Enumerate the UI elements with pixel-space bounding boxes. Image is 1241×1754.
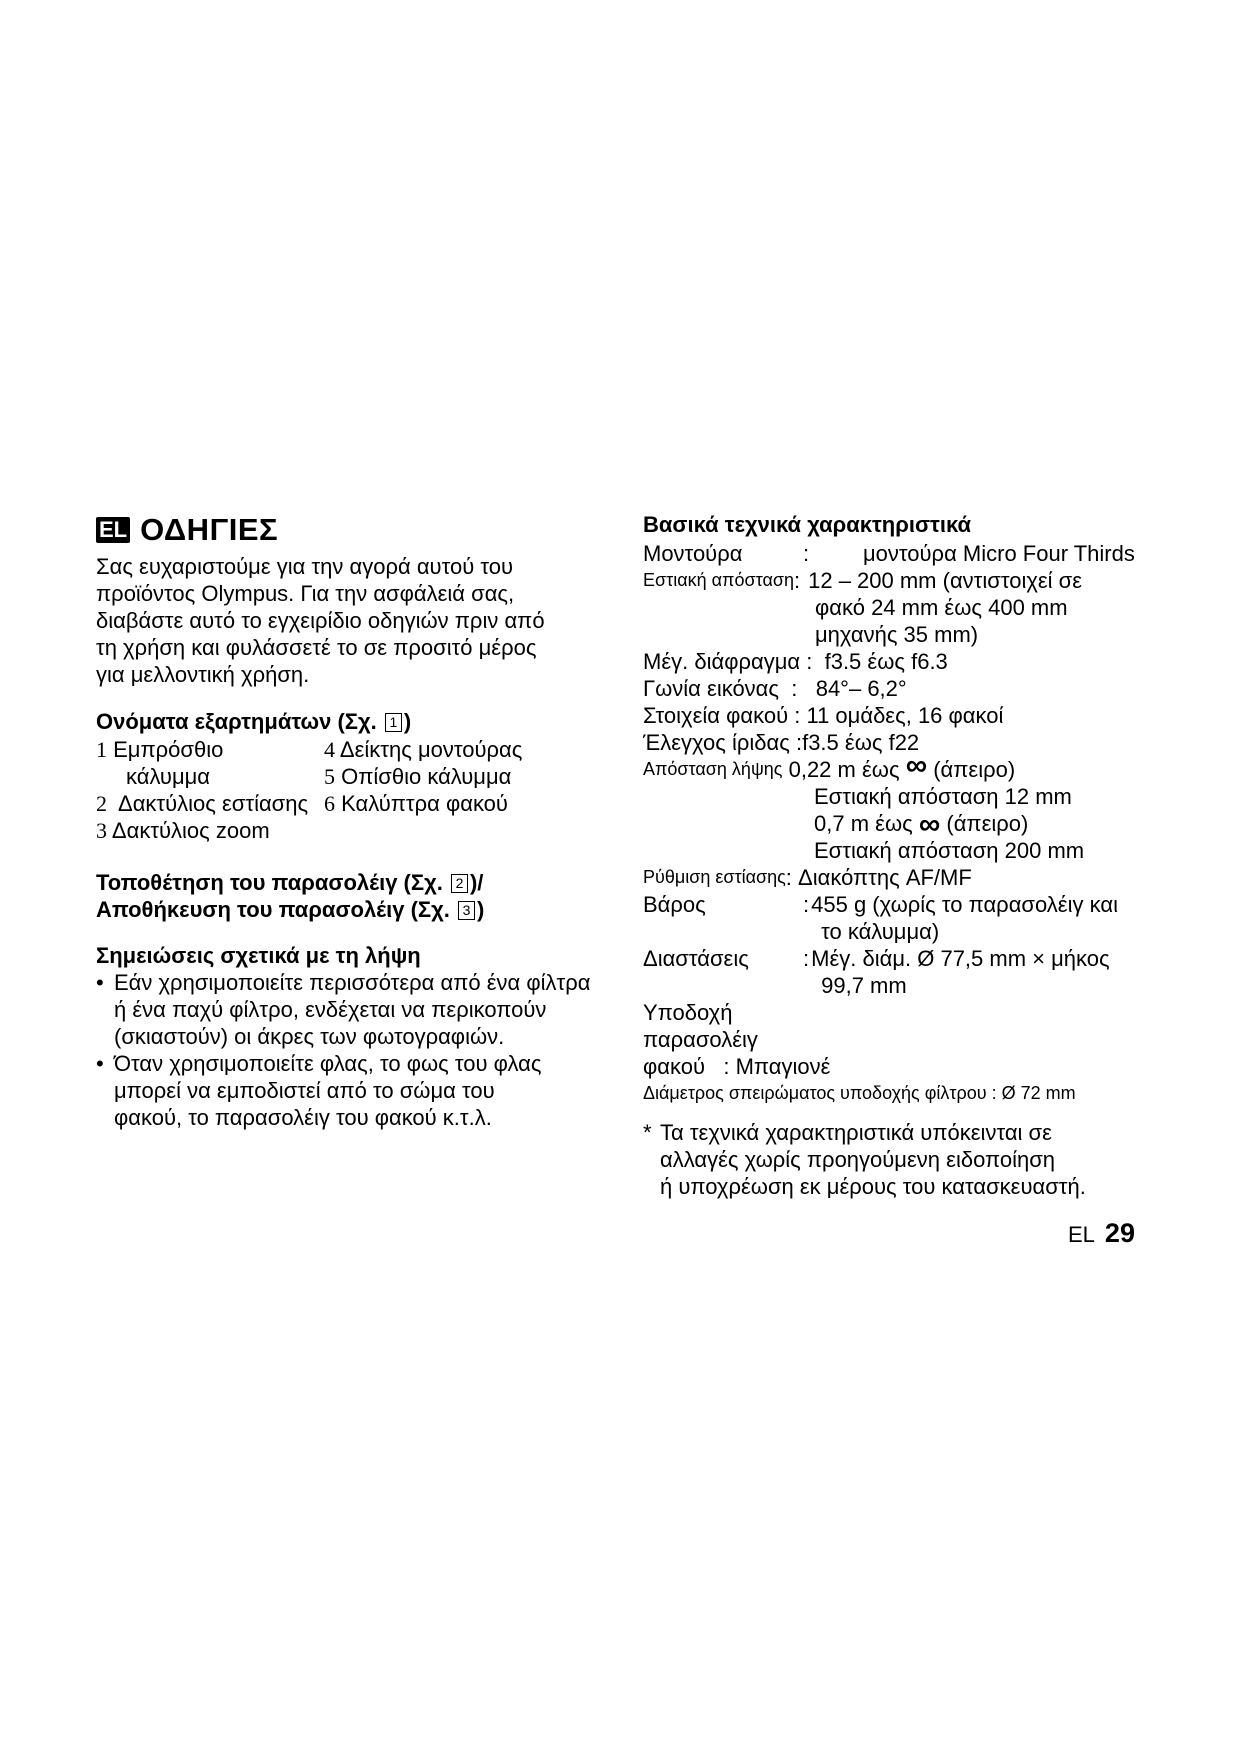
spec-iris: Έλεγχος ίριδας : f3.5 έως f22 bbox=[643, 730, 920, 755]
list-item: • Όταν χρησιμοποιείτε φλας, το φως του φλας μπορεί να εμποδιστεί από το σώμα του φακού, το παρασολέιγ του φακού κ.τ.λ. bbox=[96, 1051, 542, 1130]
figure-ref-box: 2 bbox=[451, 874, 468, 893]
infinity-icon: ∞ bbox=[905, 749, 928, 782]
spec-mount: Μοντούρα : μοντούρα Micro Four Thirds bbox=[643, 541, 1135, 566]
spec-elements: Στοιχεία φακού : 11 ομάδες, 16 φακοί bbox=[643, 703, 1004, 728]
parts-row: 3 Δακτύλιος zoom bbox=[96, 818, 270, 843]
spec-focal-length: Εστιακή απόσταση : 12 – 200 mm (αντιστοιχεί σε bbox=[643, 568, 1083, 593]
intro-line: τη χρήση και φυλάσσετέ το σε προσιτό μέρος bbox=[96, 635, 537, 660]
spec-filter: Διάμετρος σπειρώματος υποδοχής φίλτρου : Ø 72 mm bbox=[643, 1083, 1076, 1103]
specs-list bbox=[643, 540, 1203, 1200]
spec-angle: Γωνία εικόνας : 84°– 6,2° bbox=[643, 676, 907, 701]
parts-section bbox=[96, 708, 636, 844]
parts-row: 1 Εμπρόσθιο 4 Δείκτης μοντούρας bbox=[96, 737, 523, 762]
specs-heading: Βασικά τεχνικά χαρακτηριστικά bbox=[643, 512, 972, 537]
specs-note: * Τα τεχνικά χαρακτηριστικά υπόκεινται σε αλλαγές χωρίς προηγούμενη ειδοποίηση ή υποχρέωση εκ μέρους του κατασκευαστή. bbox=[643, 1120, 1086, 1199]
page-title: ΟΔΗΓΙΕΣ bbox=[140, 512, 279, 547]
parts-row: 2 Δακτύλιος εστίασης 6 Καλύπτρα φακού bbox=[96, 791, 508, 816]
spec-aperture: Μέγ. διάφραγμα : f3.5 έως f6.3 bbox=[643, 649, 948, 674]
hood-heading: Τοποθέτηση του παρασολέιγ (Σχ. 2 )/ Αποθήκευση του παρασολέιγ (Σχ. 3 ) bbox=[96, 870, 485, 922]
intro-line: διαβάστε αυτό το εγχειρίδιο οδηγιών πριν από bbox=[96, 608, 545, 633]
notes-heading: Σημειώσεις σχετικά με τη λήψη bbox=[96, 943, 421, 968]
intro-paragraph bbox=[96, 553, 636, 688]
right-column bbox=[643, 511, 1203, 1200]
parts-list bbox=[96, 736, 636, 844]
page-number: EL 29 bbox=[1068, 1218, 1135, 1248]
spec-weight: Βάρος : 455 g (χωρίς το παρασολέιγ και το κάλυμμα) bbox=[643, 892, 1118, 944]
intro-line: προϊόντος Olympus. Για την ασφάλειά σας, bbox=[96, 581, 515, 606]
section-title bbox=[96, 510, 636, 550]
figure-ref-box: 3 bbox=[458, 901, 475, 920]
spec-hood-mount: Υποδοχή παρασολέιγ φακού : Μπαγιονέ bbox=[643, 1000, 831, 1079]
spec-focal-cont: φακό 24 mm έως 400 mm μηχανής 35 mm) bbox=[815, 595, 1068, 647]
spec-focusing: Ρύθμιση εστίασης : Διακόπτης AF/MF bbox=[643, 865, 972, 890]
list-item: • Εάν χρησιμοποιείτε περισσότερα από ένα φίλτρα ή ένα παχύ φίλτρο, ενδέχεται να περικοπούν (σκιαστούν) οι άκρες των φωτογραφιών. bbox=[96, 970, 591, 1049]
infinity-icon: ∞ bbox=[918, 808, 941, 841]
parts-heading: Ονόματα εξαρτημάτων (Σχ. 1 ) bbox=[96, 709, 412, 734]
notes-list bbox=[96, 969, 636, 1131]
spec-dimensions: Διαστάσεις : Μέγ. διάμ. Ø 77,5 mm × μήκος 99,7 mm bbox=[643, 946, 1110, 998]
intro-line: για μελλοντική χρήση. bbox=[96, 662, 310, 687]
intro-line: Σας ευχαριστούμε για την αγορά αυτού του bbox=[96, 554, 513, 579]
parts-row: κάλυμμα 5 Οπίσθιο κάλυμμα bbox=[126, 764, 512, 789]
figure-ref-box: 1 bbox=[385, 713, 402, 732]
spec-shooting-distance: Απόσταση λήψης 0,22 m έως ∞ (άπειρο) bbox=[643, 749, 1016, 782]
language-badge: EL bbox=[96, 517, 130, 543]
notes-section bbox=[96, 942, 636, 1131]
left-column bbox=[96, 510, 636, 1131]
spec-distance-cont: Εστιακή απόσταση 12 mm 0,7 m έως ∞ (άπειρο) Εστιακή απόσταση 200 mm bbox=[814, 784, 1085, 863]
